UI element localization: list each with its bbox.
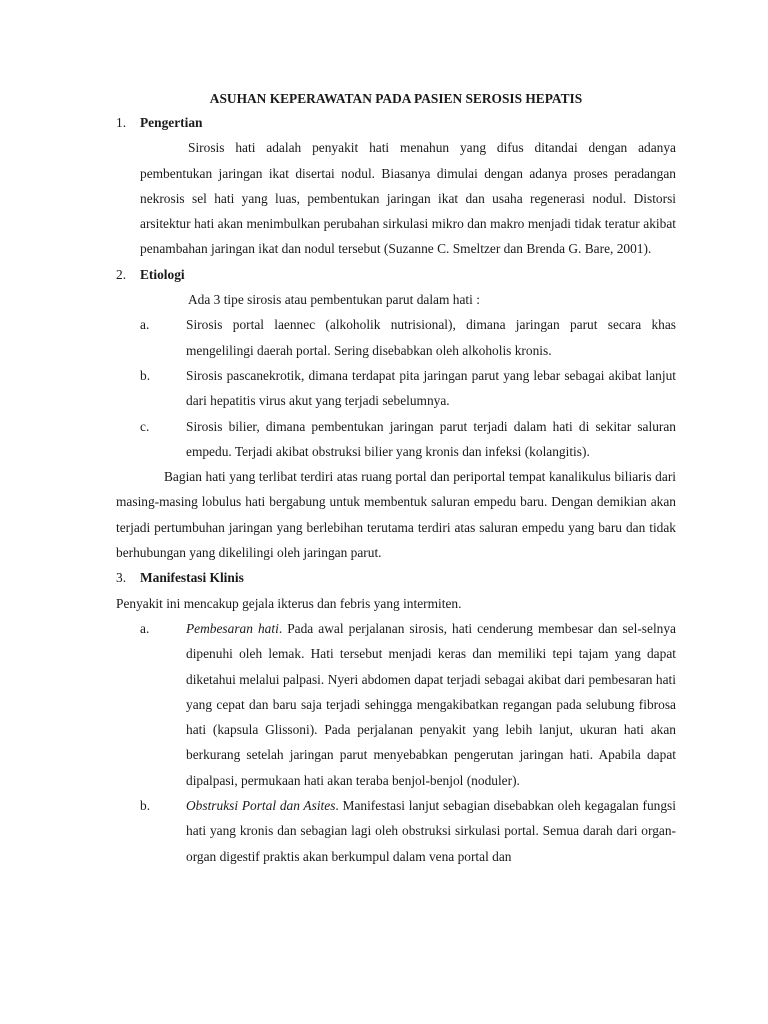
list-body: . Pada awal perjalanan sirosis, hati cenderung membesar dan sel-selnya dipenuhi oleh lemak. Hati tersebut menjadi keras dan memiliki tepi tajam yang dapat diketahui melalui palpasi. Nyeri abdomen dapat terjadi sebagai akibat dari pembesaran hati yang cepat dan baru saja terjadi sehingga mengakibatkan regangan pada selubung fibrosa hati (kapsula Glissoni). Pada perjalanan penyakit yang lebih lanjut, ukuran hati akan berkurang setelah jaringan parut menyebabkan pengerutan jaringan hati. Apabila dapat dipalpasi, permukaan hati akan teraba benjol-benjol (noduler). bbox=[186, 620, 676, 788]
manifestasi-intro: Penyakit ini mencakup gejala ikterus dan febris yang intermiten. bbox=[116, 595, 462, 611]
section-number: 1. bbox=[116, 115, 127, 130]
list-text bbox=[186, 793, 676, 869]
list-item bbox=[116, 616, 676, 793]
list-item bbox=[116, 312, 676, 363]
list-text bbox=[186, 616, 676, 793]
etiologi-intro: Ada 3 tipe sirosis atau pembentukan parut dalam hati : bbox=[188, 292, 480, 308]
section-3-header bbox=[116, 565, 676, 590]
list-label: c. bbox=[140, 418, 150, 434]
list-item bbox=[116, 363, 676, 414]
list-term: Pembesaran hati bbox=[186, 620, 279, 636]
section-number: 2. bbox=[116, 266, 127, 282]
list-item bbox=[116, 414, 676, 465]
list-text: Sirosis bilier, dimana pembentukan jaringan parut terjadi dalam hati di sekitar saluran empedu. Terjadi akibat obstruksi bilier yang kronis dan infeksi (kolangitis). bbox=[186, 418, 676, 459]
paragraph-pengertian: Sirosis hati adalah penyakit hati menahun yang difus ditandai dengan adanya pembentukan jaringan ikat disertai nodul. Biasanya dimulai dengan adanya proses peradangan nekrosis sel hati yang luas, pembentukan jaringan ikat dan usaha regenerasi nodul. Distorsi arsitektur hati akan menimbulkan perubahan sirkulasi mikro dan makro menjadi tidak teratur akibat penambahan jaringan ikat dan nodul tersebut (Suzanne C. Smeltzer dan Brenda G. Bare, 2001). bbox=[140, 140, 676, 257]
list-label: a. bbox=[140, 317, 150, 333]
document-title: ASUHAN KEPERAWATAN PADA PASIEN SEROSIS HEPATIS bbox=[209, 91, 583, 106]
list-body: . Manifestasi lanjut sebagian disebabkan oleh kegagalan fungsi hati yang kronis dan sebagian lagi oleh obstruksi sirkulasi portal. Semua darah dari organ-organ digestif praktis akan berkumpul dalam vena portal dan bbox=[186, 798, 676, 864]
list-text: Sirosis pascanekrotik, dimana terdapat pita jaringan parut yang lebar sebagai akibat lanjut dari hepatitis virus akut yang terjadi sebelumnya. bbox=[186, 367, 676, 409]
list-text: Sirosis portal laennec (alkoholik nutrisional), dimana jaringan parut secara khas mengelilingi daerah portal. Sering disebabkan oleh alkoholis kronis. bbox=[186, 317, 676, 358]
paragraph-etiologi: Bagian hati yang terlibat terdiri atas ruang portal dan periportal tempat kanalikulus biliaris dari masing-masing lobulus hati bergabung untuk membentuk saluran empedu baru. Dengan demikian akan terjadi pertumbuhan jaringan yang berlebihan terutama terdiri atas saluran empedu yang baru dan tidak berhubungan yang dikelilingi oleh jaringan parut. bbox=[116, 469, 676, 561]
section-1-header bbox=[116, 110, 676, 135]
section-number: 3. bbox=[116, 570, 127, 586]
section-2-header bbox=[116, 262, 676, 287]
section-heading: Manifestasi Klinis bbox=[140, 570, 244, 586]
section-heading: Etiologi bbox=[140, 266, 185, 282]
section-heading: Pengertian bbox=[140, 115, 203, 130]
list-label: b. bbox=[140, 798, 151, 814]
list-item bbox=[116, 793, 676, 869]
list-label: a. bbox=[140, 620, 150, 636]
list-label: b. bbox=[140, 367, 151, 383]
list-term: Obstruksi Portal dan Asites bbox=[186, 798, 336, 814]
